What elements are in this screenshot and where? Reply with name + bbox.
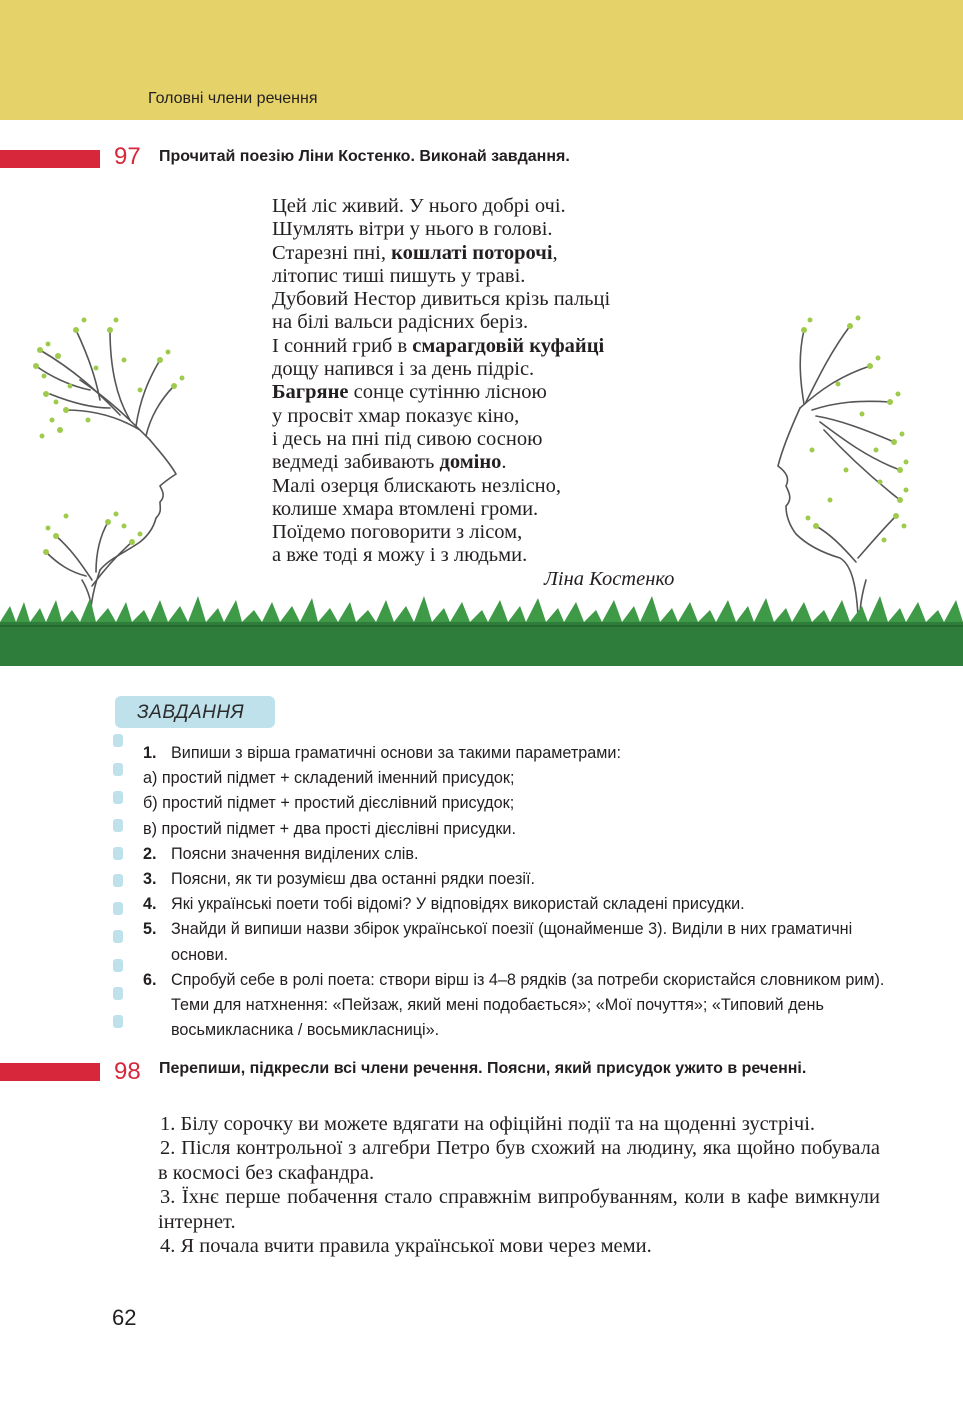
task-badge-label: ЗАВДАННЯ — [137, 702, 245, 723]
poem-line — [272, 195, 732, 218]
poem-text: літопис тиші пишуть у траві. — [272, 264, 526, 287]
exercise-97-marker — [0, 150, 100, 168]
task-item — [143, 842, 888, 867]
poem-text: і десь на пні під сивою сосною — [272, 427, 543, 450]
exercise-98-number: 98 — [114, 1058, 141, 1085]
bullet-dot — [113, 959, 123, 972]
poem-text: Дубовий Нестор дивиться крізь пальці — [272, 288, 611, 311]
grass-illustration — [0, 596, 963, 666]
poem-line — [272, 544, 732, 567]
poem-text: . — [501, 451, 507, 474]
task-text: б) простий підмет + простий дієслівний присудок; — [143, 794, 515, 813]
exercise-97-number: 97 — [114, 143, 141, 170]
highlighted-word: смарагдовій куфайці — [412, 334, 605, 357]
poem-line — [272, 265, 732, 288]
highlighted-word: доміно — [439, 451, 502, 474]
poem-text: Шумлять вітри у нього в голові. — [272, 218, 553, 241]
poem-line — [272, 405, 732, 428]
task-text: Які українські поети тобі відомі? У відповідях використай складені присудки. — [171, 895, 745, 914]
task-text: Знайди й випиши назви збірок української поезії (щонайменше 3). Виділи в них граматичні основи. — [171, 920, 853, 964]
task-list — [143, 741, 888, 1043]
poem-text: , — [552, 241, 558, 264]
page-number: 62 — [112, 1305, 137, 1330]
poem-line — [272, 288, 732, 311]
bullet-dot — [113, 819, 123, 832]
poem-text: Малі озерця блискають незлісно, — [272, 474, 562, 497]
exercise-98-marker — [0, 1063, 100, 1081]
poem-text: І сонний гриб в — [272, 334, 413, 357]
task-item — [143, 968, 888, 1044]
bullet-dot — [113, 734, 123, 747]
poem-line — [272, 218, 732, 241]
task-item — [143, 892, 888, 917]
poem-text: сонце сутінню лісною — [348, 381, 547, 404]
poem-text: у просвіт хмар показує кіно, — [272, 404, 520, 427]
poem-line — [272, 358, 732, 381]
bullet-dot — [113, 930, 123, 943]
task-number: 4. — [143, 895, 157, 914]
poem-text: Поїдемо поговорити з лісом, — [272, 521, 523, 544]
task-text: Спробуй себе в ролі поета: створи вірш із 4–8 рядків (за потреби скористайся словником рим). Теми для натхнення: «Пейзаж, який мені подобається»; «Мої почуття»; «Типовий день восьмикласника / восьмикласниці». — [171, 970, 885, 1040]
highlighted-word: кошлаті поторочі — [391, 241, 553, 264]
task-text: Поясни, як ти розумієш два останні рядки поезії. — [171, 870, 535, 889]
sentence-item: 4. Я почала вчити правила української мови через меми. — [160, 1235, 652, 1258]
poem-text: ведмеді забивають — [272, 451, 440, 474]
bullet-dot — [113, 987, 123, 1000]
poem-line — [272, 475, 732, 498]
task-item — [143, 766, 888, 791]
exercise-98-title: Перепиши, підкресли всі члени речення. Поясни, який присудок ужито в реченні. — [159, 1060, 807, 1077]
bullet-dot — [113, 847, 123, 860]
task-text: а) простий підмет + складений іменний присудок; — [143, 769, 515, 788]
sentence-item: 2. Після контрольної з алгебри Петро був схожий на людину, яка щойно побувала в космосі без скафандра. — [158, 1137, 880, 1184]
bullet-dot — [113, 1015, 123, 1028]
poem-text: колише хмара втомлені громи. — [272, 497, 539, 520]
poem-line — [272, 311, 732, 334]
task-text: Поясни значення виділених слів. — [171, 844, 419, 863]
poem-line — [272, 381, 732, 404]
poem-line — [272, 428, 732, 451]
sentence-item: 1. Білу сорочку ви можете вдягати на офіційні події та на щоденні зустрічі. — [160, 1113, 816, 1135]
poem-line — [272, 521, 732, 544]
poem-text: а вже тоді я можу і з людьми. — [272, 544, 528, 567]
poem-line — [272, 335, 732, 358]
task-item — [143, 867, 888, 892]
poem-line — [272, 498, 732, 521]
task-number: 3. — [143, 870, 157, 889]
task-item — [143, 917, 888, 967]
sentence-list — [158, 1112, 880, 1258]
bullet-dot — [113, 763, 123, 776]
task-text: Випиши з вірша граматичні основи за такими параметрами: — [171, 744, 621, 762]
task-number: 6. — [143, 970, 157, 989]
poem — [272, 195, 732, 591]
task-item — [143, 817, 888, 842]
bullet-dot — [113, 902, 123, 915]
poem-line — [272, 451, 732, 474]
poem-text: на білі вальси радісних беріз. — [272, 311, 529, 334]
poem-line — [272, 242, 732, 265]
section-title: Головні члени речення — [148, 90, 318, 107]
poem-text: Старезні пні, — [272, 241, 392, 264]
task-number: 5. — [143, 920, 157, 939]
task-text: в) простий підмет + два прості дієслівні присудки. — [143, 819, 516, 838]
highlighted-word: Багряне — [272, 381, 349, 404]
poem-author: Ліна Костенко — [544, 567, 675, 590]
bullet-dot — [113, 874, 123, 887]
bullet-dot — [113, 791, 123, 804]
exercise-97-title: Прочитай поезію Ліни Костенко. Виконай завдання. — [159, 148, 570, 165]
task-badge — [115, 696, 275, 728]
task-item — [143, 791, 888, 816]
sentence-item: 3. Їхнє перше побачення стало справжнім випробуванням, коли в кафе вимкнули інтернет. — [158, 1186, 880, 1233]
poem-text: дощу напився і за день підріс. — [272, 358, 535, 381]
poem-text: Цей ліс живий. У нього добрі очі. — [272, 195, 566, 217]
task-number: 2. — [143, 844, 157, 863]
task-item — [143, 741, 888, 766]
task-number: 1. — [143, 744, 157, 762]
